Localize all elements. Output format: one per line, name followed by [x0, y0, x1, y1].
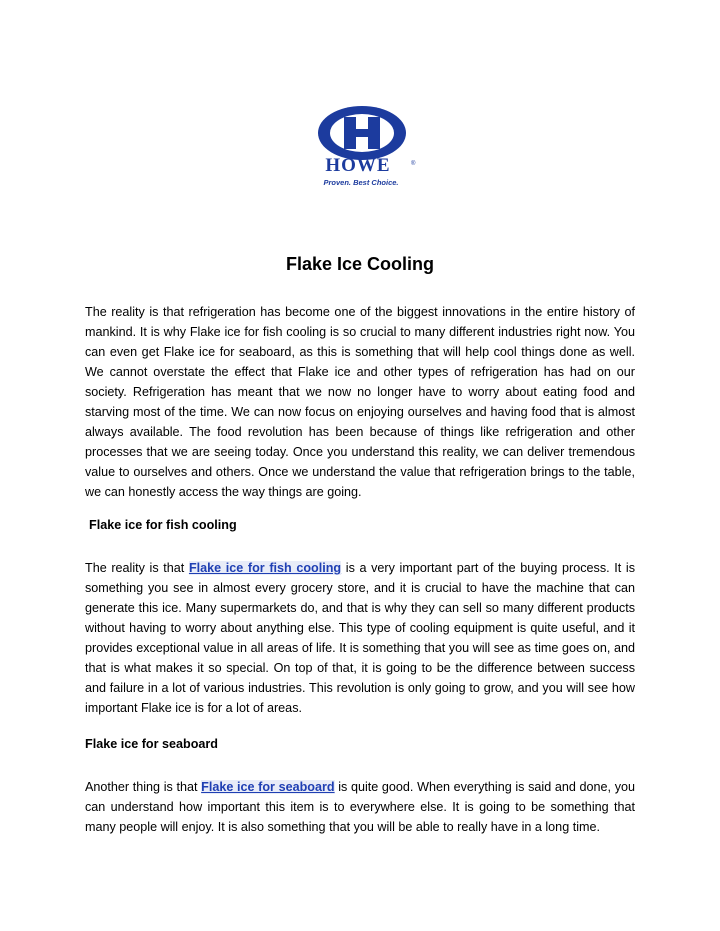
intro-paragraph: The reality is that refrigeration has become one of the biggest innovations in the entire history of mankind. It is why Flake ice for fish cooling is so crucial to many different industries right now. You can even get Flake ice for seaboard, as this is something that will help cool things done as well. We cannot overstate the effect that Flake ice and other types of refrigeration has had on our society. Refrigeration has meant that we now no longer have to worry about eating food and starving most of the time. We can now focus on enjoying ourselves and having food that is almost always available. The food revolution has been because of things like refrigeration and other processes that we are seeing today. Once you understand this reality, we can deliver tremendous value to ourselves and others. Once we understand the value that refrigeration brings to the table, we can honestly access the way things are going. — [85, 305, 635, 499]
fish-cooling-link[interactable]: Flake ice for fish cooling — [188, 561, 342, 575]
howe-logo-graphic — [300, 105, 424, 191]
seaboard-paragraph — [85, 777, 635, 837]
fish-cooling-paragraph — [85, 558, 635, 718]
svg-text:HOWE: HOWE — [325, 155, 391, 176]
fish-cooling-text-end: is a very important part of the buying process. It is something you see in almost every grocery store, and it is crucial to have the machine that can generate this ice. Many supermarkets do, and that is why they can sell so many different products without having to worry about anything else. This type of cooling equipment is quite useful, and it provides exceptional value in all areas of life. It is something that you will see as time goes on, and that is what makes it so special. On top of that, it is going to be the difference between success and failure in a lot of various industries. This revolution is only going to grow, and you will see how important Flake ice is for a lot of areas. — [85, 561, 635, 715]
fish-cooling-text-start: The reality is that — [85, 561, 189, 575]
howe-logo — [300, 105, 424, 191]
section-heading-seaboard: Flake ice for seaboard — [85, 737, 218, 751]
section-heading-fish-cooling: Flake ice for fish cooling — [89, 518, 237, 532]
seaboard-text-start: Another thing is that — [85, 780, 202, 794]
seaboard-link[interactable]: Flake ice for seaboard — [201, 780, 335, 794]
page-title: Flake Ice Cooling — [285, 254, 435, 274]
svg-text:®: ® — [411, 161, 416, 167]
seaboard-text-end: is quite good. When everything is said and done, you can understand how important this item is to everywhere else. It is going to be something that many people will enjoy. It is also something that you will be able to really have in a long time. — [85, 780, 635, 834]
svg-text:Proven. Best Choice.: Proven. Best Choice. — [323, 178, 399, 187]
